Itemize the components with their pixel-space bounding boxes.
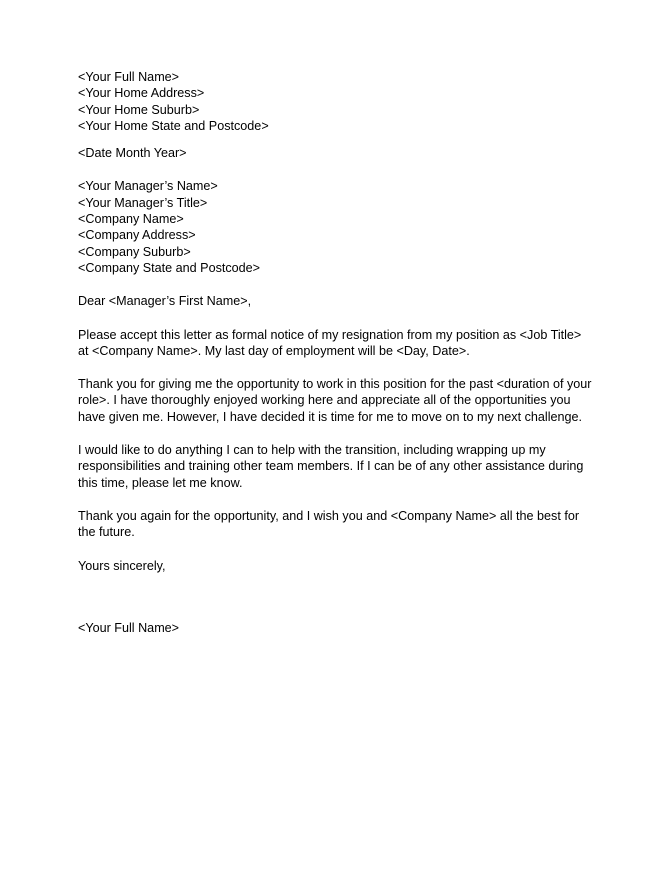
- date-block: [78, 145, 598, 161]
- closing-block: [78, 558, 598, 574]
- sender-address-block: [78, 69, 598, 134]
- paragraph-line: at <Company Name>. My last day of employment will be <Day, Date>.: [78, 343, 470, 358]
- sender-full-name: <Your Full Name>: [78, 70, 180, 84]
- recipient-company-suburb: <Company Suburb>: [78, 244, 191, 259]
- signature-block: [78, 620, 598, 636]
- letter-body: [78, 69, 598, 636]
- paragraph-line: role>. I have thoroughly enjoyed working here and appreciate all of the opportunities you: [78, 393, 571, 408]
- paragraph-line: have given me. However, I have decided it is time for me to move on to my next challenge.: [78, 409, 583, 424]
- paragraph-line: Thank you for giving me the opportunity to work in this position for the past <duration of your: [78, 377, 592, 392]
- recipient-manager-title: <Your Manager’s Title>: [78, 195, 208, 210]
- paragraph-line: Thank you again for the opportunity, and I wish you and <Company Name> all the best for: [78, 508, 580, 523]
- sender-home-address: <Your Home Address>: [78, 86, 205, 101]
- paragraph-line: the future.: [78, 525, 135, 540]
- paragraph-thanks: [78, 376, 598, 425]
- paragraph-line: this time, please let me know.: [78, 475, 243, 490]
- sender-home-state-postcode: <Your Home State and Postcode>: [78, 118, 269, 133]
- paragraph-resignation-notice: [78, 327, 598, 360]
- salutation-block: [78, 293, 598, 309]
- paragraph-closing-thanks: [78, 508, 598, 541]
- signature-name: <Your Full Name>: [78, 620, 180, 635]
- closing: Yours sincerely,: [78, 558, 166, 573]
- paragraph-line: Please accept this letter as formal notice of my resignation from my position as <Job Title>: [78, 327, 582, 342]
- recipient-company-state-postcode: <Company State and Postcode>: [78, 260, 261, 275]
- sender-home-suburb: <Your Home Suburb>: [78, 102, 200, 117]
- recipient-company-name: <Company Name>: [78, 212, 184, 227]
- paragraph-transition: [78, 442, 598, 491]
- recipient-company-address: <Company Address>: [78, 228, 196, 243]
- salutation: Dear <Manager’s First Name>,: [78, 294, 252, 309]
- letter-date: <Date Month Year>: [78, 146, 187, 161]
- paragraph-line: responsibilities and training other team members. If I can be of any other assistance during: [78, 459, 584, 474]
- recipient-address-block: [78, 178, 598, 276]
- paragraph-line: I would like to do anything I can to help with the transition, including wrapping up my: [78, 443, 546, 458]
- recipient-manager-name: <Your Manager’s Name>: [78, 179, 218, 194]
